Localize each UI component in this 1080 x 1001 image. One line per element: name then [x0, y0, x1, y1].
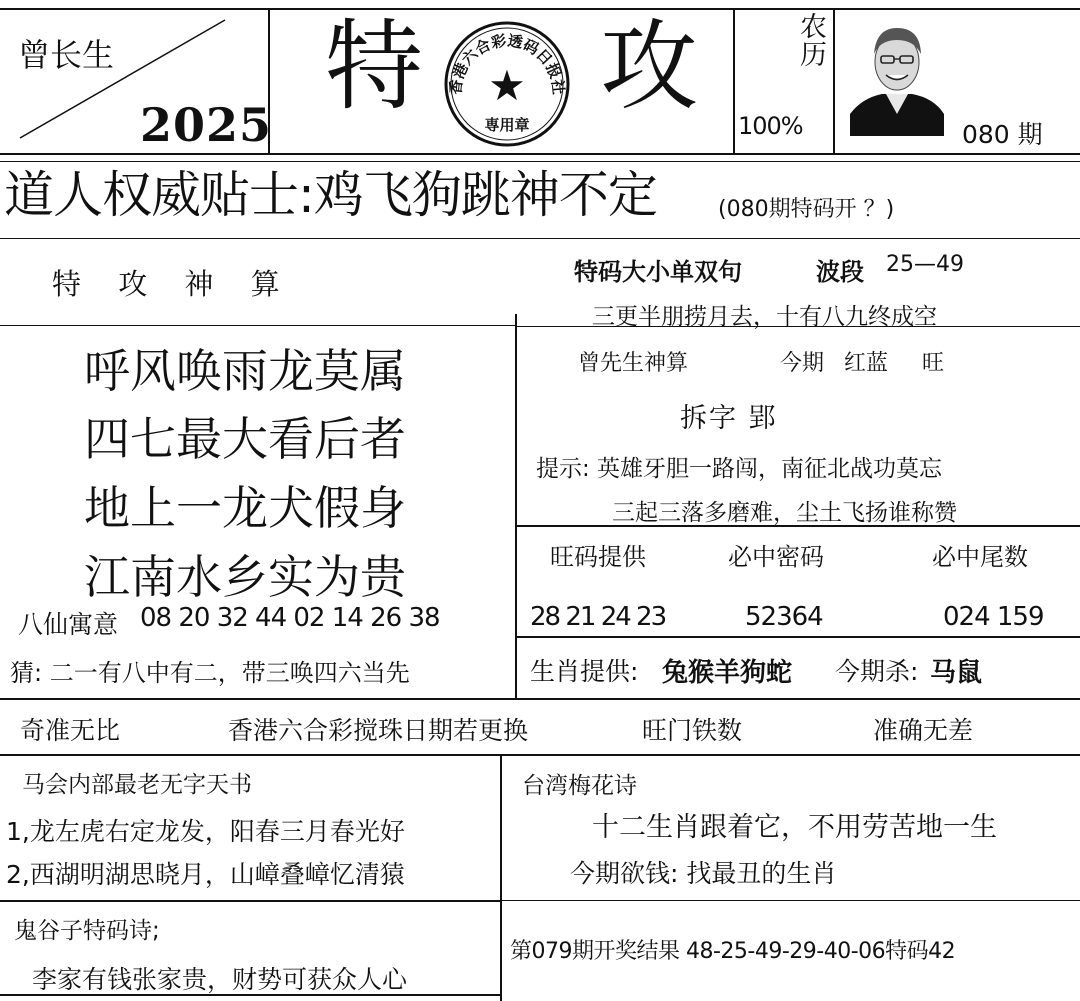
zodiac-values: 兔猴羊狗蛇: [662, 658, 793, 688]
strip-bottom-border: [0, 754, 1080, 756]
code-header-mima: 必中密码: [728, 543, 824, 571]
bottom-vertical-divider: [500, 755, 502, 1001]
header-divider-2: [733, 8, 735, 153]
banner-main-title: 道人权威贴士:鸡飞狗跳神不定: [4, 166, 657, 224]
author-portrait-photo: [848, 18, 946, 136]
boduan-value: 25—49: [886, 252, 964, 277]
hint-line-1: 提示: 英雄牙胆一路闯，南征北战功莫忘: [536, 456, 943, 482]
plum-poem-heading: 台湾梅花诗: [522, 773, 637, 799]
code-header-wangma: 旺码提供: [550, 543, 646, 571]
left-heading-border: [0, 325, 515, 326]
code-value-weishu: 024 159: [943, 602, 1044, 632]
title-right-char: 攻: [600, 10, 699, 124]
guess-riddle: 猜: 二一有八中有二，带三唤四六当先: [10, 659, 410, 687]
strip-top-border: [0, 698, 1080, 700]
poem-line-4: 江南水乡实为贵: [84, 550, 406, 604]
draw-result: 第079期开奖结果 48-25-49-29-40-06特码42: [510, 939, 956, 964]
boduan-label: 波段: [816, 258, 864, 286]
this-issue-label: 今期: [780, 351, 825, 376]
banner-subtitle: (080期特码开 ？): [718, 197, 895, 222]
kill-values: 马鼠: [930, 658, 983, 688]
lunar-label: 农历: [800, 12, 827, 72]
kill-label: 今期杀:: [835, 657, 919, 686]
strip-item-4: 准确无差: [873, 716, 974, 745]
bottom-left-divider: [0, 900, 500, 902]
wang-label: 旺: [922, 351, 945, 376]
baxian-numbers: 08 20 32 44 02 14 26 38: [140, 603, 440, 633]
this-issue-color: 红蓝: [844, 351, 889, 376]
seal-bottom-text: 専用章: [484, 116, 530, 134]
verse-line: 三更半朋捞月去，十有八九终成空: [592, 304, 937, 330]
seal-ring-text: 香港六合彩透码日报社: [446, 31, 568, 96]
header-bottom-border: [0, 153, 1080, 155]
title-left-char: 特: [325, 10, 424, 124]
poem-line-3: 地上一龙犬假身: [84, 481, 406, 535]
strip-item-3: 旺门铁数: [642, 716, 743, 745]
official-seal-stamp: [443, 20, 571, 148]
strip-item-1: 奇准无比: [20, 716, 121, 745]
bottom-right-divider: [502, 900, 1080, 901]
percent-value: 100%: [738, 112, 803, 140]
heavenly-book-heading: 马会内部最老无字天书: [22, 772, 252, 798]
plum-poem-line-1: 十二生肖跟着它，不用劳苦地一生: [592, 812, 997, 843]
guigu-heading: 鬼谷子特码诗;: [14, 918, 160, 944]
heavenly-book-line-2: 2,西湖明湖思晓月，山嶂叠嶂忆清猿: [6, 860, 405, 889]
daxiao-label: 特码大小单双句: [574, 258, 742, 286]
left-section-heading: 特 攻 神 算: [52, 267, 294, 301]
header-bottom-border-2: [0, 161, 1080, 162]
seal-star: ★: [488, 61, 526, 110]
plum-poem-line-2: 今期欲钱: 找最丑的生肖: [570, 859, 837, 888]
middle-vertical-divider: [515, 314, 517, 698]
right-codes-border: [515, 636, 1080, 638]
zodiac-label: 生肖提供:: [530, 657, 639, 686]
strip-item-2: 香港六合彩搅珠日期若更换: [228, 716, 529, 745]
hint-line-2: 三起三落多磨难，尘土飞扬谁称赞: [612, 500, 957, 526]
year: 2025: [140, 98, 273, 152]
author-name: 曾长生: [18, 36, 115, 74]
poem-line-2: 四七最大看后者: [84, 412, 406, 466]
chaizi-label: 拆字 郢: [680, 403, 778, 434]
shensuan-label: 曾先生神算: [578, 351, 689, 376]
code-value-mima: 52364: [745, 602, 823, 632]
baxian-label: 八仙寓意: [18, 610, 119, 639]
guigu-line: 李家有钱张家贵，财势可获众人心: [32, 965, 408, 994]
issue-number: 080 期: [962, 120, 1043, 149]
heavenly-book-line-1: 1,龙左虎右定龙发，阳春三月春光好: [6, 817, 405, 846]
banner-bottom-border: [0, 238, 1080, 239]
header-divider-3: [833, 8, 835, 153]
poem-line-1: 呼风唤雨龙莫属: [84, 344, 406, 398]
code-value-wangma: 28 21 24 23: [530, 602, 666, 632]
code-header-weishu: 必中尾数: [932, 543, 1028, 571]
